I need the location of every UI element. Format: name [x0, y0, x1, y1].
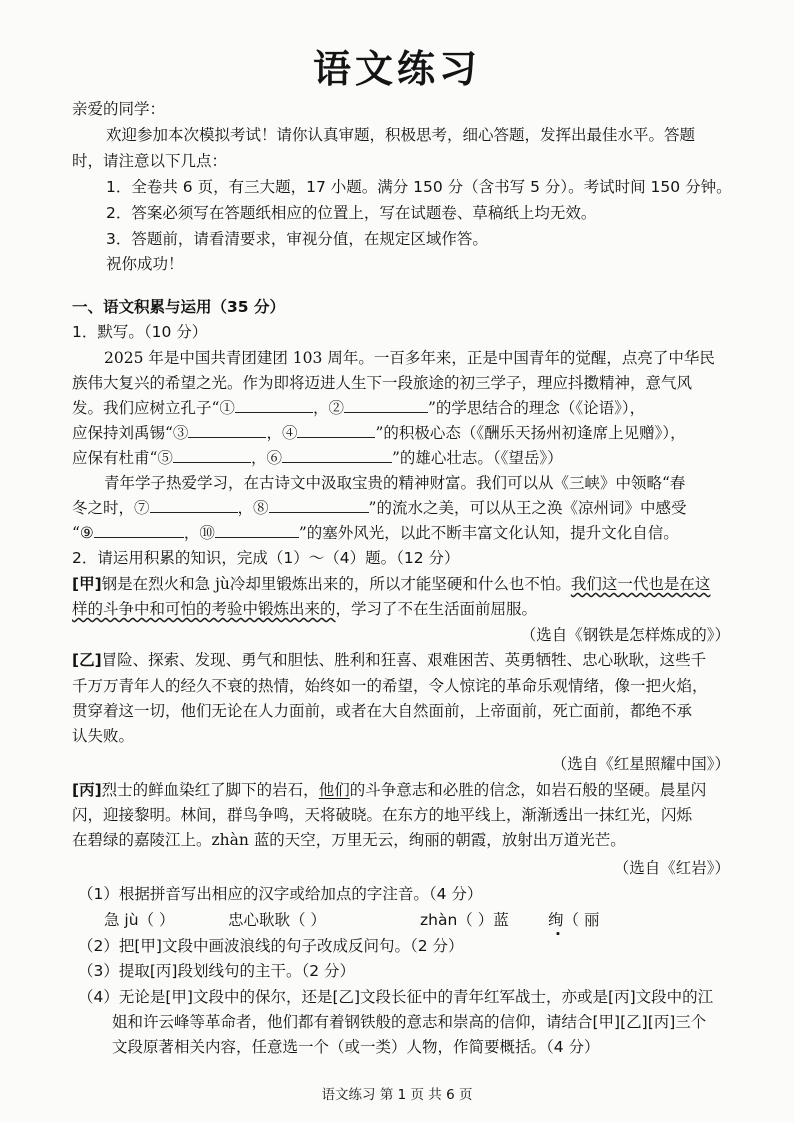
passage-tag: [丙]	[72, 781, 102, 799]
passage-text: 的斗争意志和必胜的信念，如岩石般的坚硬。晨星闪	[349, 781, 707, 799]
source-bing: （选自《红岩》）	[613, 859, 730, 877]
q1-text: ”的塞外风光，以此不断丰富文化认知，提升文化自信。	[298, 524, 679, 542]
blank-10	[215, 522, 299, 538]
passage-jia-line-1	[72, 573, 710, 595]
question-2-label: 2．请运用积累的知识，完成（1）～（4）题。（12 分）	[72, 549, 460, 567]
pinyin-item-4	[548, 909, 599, 931]
instruction-1: 1．全卷共 6 页，有三大题，17 小题。满分 150 分（含书写 5 分）。考试时间 150 分钟。	[106, 178, 732, 196]
q1-text: 应保有杜甫“⑤	[72, 449, 173, 467]
sub-question-1: （1）根据拼音写出相应的汉字或给加点的字注音。（4 分）	[78, 885, 483, 903]
source-jia: （选自《钢铁是怎样炼成的》）	[520, 626, 730, 644]
intro-line-1: 欢迎参加本次模拟考试！请你认真审题，积极思考，细心答题，发挥出最佳水平。答题	[106, 126, 696, 144]
question-1-label: 1．默写。（10 分）	[72, 323, 208, 341]
q1-text: ”的雄心壮志。（《望岳》）	[391, 449, 563, 467]
blank-9	[94, 522, 184, 538]
blank-7	[150, 497, 238, 513]
sub-question-4-line-3: 文段原著相关内容，任意选一个（或一类）人物，作简要概括。（4 分）	[112, 1038, 600, 1056]
passage-bing-line-2: 闪，迎接黎明。林间，群鸟争鸣，天将破晓。在东方的地平线上，渐渐透出一抹红光，闪烁	[72, 806, 693, 824]
greeting: 亲爱的同学：	[72, 100, 166, 118]
q1-blank-line-2	[72, 422, 686, 444]
passage-yi-line-1	[72, 649, 706, 671]
pinyin-item-2: 忠心耿耿（ ）	[228, 911, 326, 929]
passage-text: 钢是在烈火和急 jù冷却里锻炼出来的，所以才能坚硬和什么也不怕。	[101, 575, 571, 593]
section-heading: 一、语文积累与运用（35 分）	[72, 298, 285, 316]
passage-jia-line-2	[72, 598, 537, 620]
q1-paragraph-line: 青年学子热爱学习，在古诗文中汲取宝贵的精神财富。我们可以从《三峡》中领略“春	[104, 474, 686, 492]
blank-2	[344, 397, 428, 413]
passage-yi-line-3: 贯穿着这一切，他们无论在人力面前，或者在大自然面前，上帝面前，死亡面前，都绝不承	[72, 702, 693, 720]
q1-text: 应保持刘禹锡“③	[72, 424, 189, 442]
q1-text: ，⑥	[250, 449, 282, 467]
passage-text: ，学习了不在生活面前屈服。	[335, 600, 538, 618]
passage-bing-line-3: 在碧绿的嘉陵江上。zhàn 蓝的天空，万里无云，绚丽的朝霞，放射出万道光芒。	[72, 831, 626, 849]
blank-6	[282, 447, 392, 463]
passage-bing-line-1	[72, 779, 706, 801]
sub-question-4-line-2: 姐和许云峰等革命者，他们都有着钢铁般的意志和崇高的信仰，请结合[甲][乙][丙]三个	[112, 1013, 707, 1031]
pinyin-item-3: zhàn（ ）蓝	[420, 911, 509, 929]
passage-text: 烈士的鲜血染红了脚下的岩石，	[101, 781, 319, 799]
pinyin-item-4-rest: （ 丽	[563, 911, 600, 929]
blank-3	[188, 422, 266, 438]
passage-tag: [乙]	[72, 651, 102, 669]
instruction-3: 3．答题前，请看清要求，审视分值，在规定区域作答。	[106, 230, 488, 248]
passage-yi-line-4: 认失败。	[72, 727, 135, 745]
q1-text: ”的学思结合的理念（《论语》），	[427, 399, 646, 417]
q1-text: 冬之时，⑦	[72, 499, 150, 517]
underlined-text: 他们	[318, 781, 350, 799]
pinyin-item-1: 急 jù（ ）	[104, 911, 175, 929]
passage-text: 冒险、探索、发现、勇气和胆怯、胜利和狂喜、艰难困苦、英勇牺牲、忠心耿耿，这些千	[101, 651, 707, 669]
q1-text: ，④	[266, 424, 298, 442]
passage-tag: [甲]	[72, 575, 102, 593]
page-title: 语文练习	[312, 47, 481, 91]
q1-blank-line-1	[72, 397, 645, 419]
source-yi: （选自《红星照耀中国》）	[551, 755, 730, 773]
q1-text: ，⑧	[237, 499, 269, 517]
q1-text: ”的流水之美，可以从王之涣《凉州词》中感受	[368, 499, 687, 517]
q1-text: “⑨	[72, 524, 94, 542]
q1-blank-line-3	[72, 447, 563, 469]
blank-5	[173, 447, 251, 463]
wavy-underlined-text: 样的斗争中和可怕的考验中锻炼出来的	[72, 600, 336, 618]
sub-question-2: （2）把[甲]文段中画波浪线的句子改成反问句。（2 分）	[78, 937, 464, 955]
wish-text: 祝你成功！	[106, 255, 184, 273]
dotted-character: 绚	[548, 911, 564, 929]
sub-question-3: （3）提取[丙]段划线句的主干。（2 分）	[78, 962, 355, 980]
q1-paragraph-line: 2025 年是中国共青团建团 103 周年。一百多年来，正是中国青年的觉醒，点亮了中华民	[104, 349, 715, 367]
blank-4	[297, 422, 375, 438]
wavy-underlined-text: 我们这一代也是在这	[570, 575, 711, 593]
blank-8	[269, 497, 369, 513]
page-footer: 语文练习 第 1 页 共 6 页	[321, 1087, 473, 1103]
q1-text: ”的积极心态（《酬乐天扬州初逢席上见赠》），	[375, 424, 686, 442]
passage-yi-line-2: 千万万青年人的经久不衰的热情，始终如一的希望，令人惊诧的革命乐观情绪，像一把火焰，	[72, 677, 708, 695]
q1-text: ，②	[312, 399, 344, 417]
q1-paragraph-line: 族伟大复兴的希望之光。作为即将迈进人生下一段旅途的初三学子，理应抖擞精神，意气风	[72, 374, 693, 392]
instruction-2: 2．答案必须写在答题纸相应的位置上，写在试题卷、草稿纸上均无效。	[106, 204, 597, 222]
sub-question-4: （4）无论是[甲]文段中的保尔，还是[乙]文段长征中的青年红军战士，亦或是[丙]文段中的江	[78, 988, 714, 1006]
q1-text: ，⑩	[183, 524, 215, 542]
q1-blank-line-5	[72, 522, 679, 544]
q1-blank-line-4	[72, 497, 686, 519]
blank-1	[235, 397, 313, 413]
intro-line-2: 时，请注意以下几点：	[72, 152, 228, 170]
q1-text: 发。我们应树立孔子“①	[72, 399, 235, 417]
